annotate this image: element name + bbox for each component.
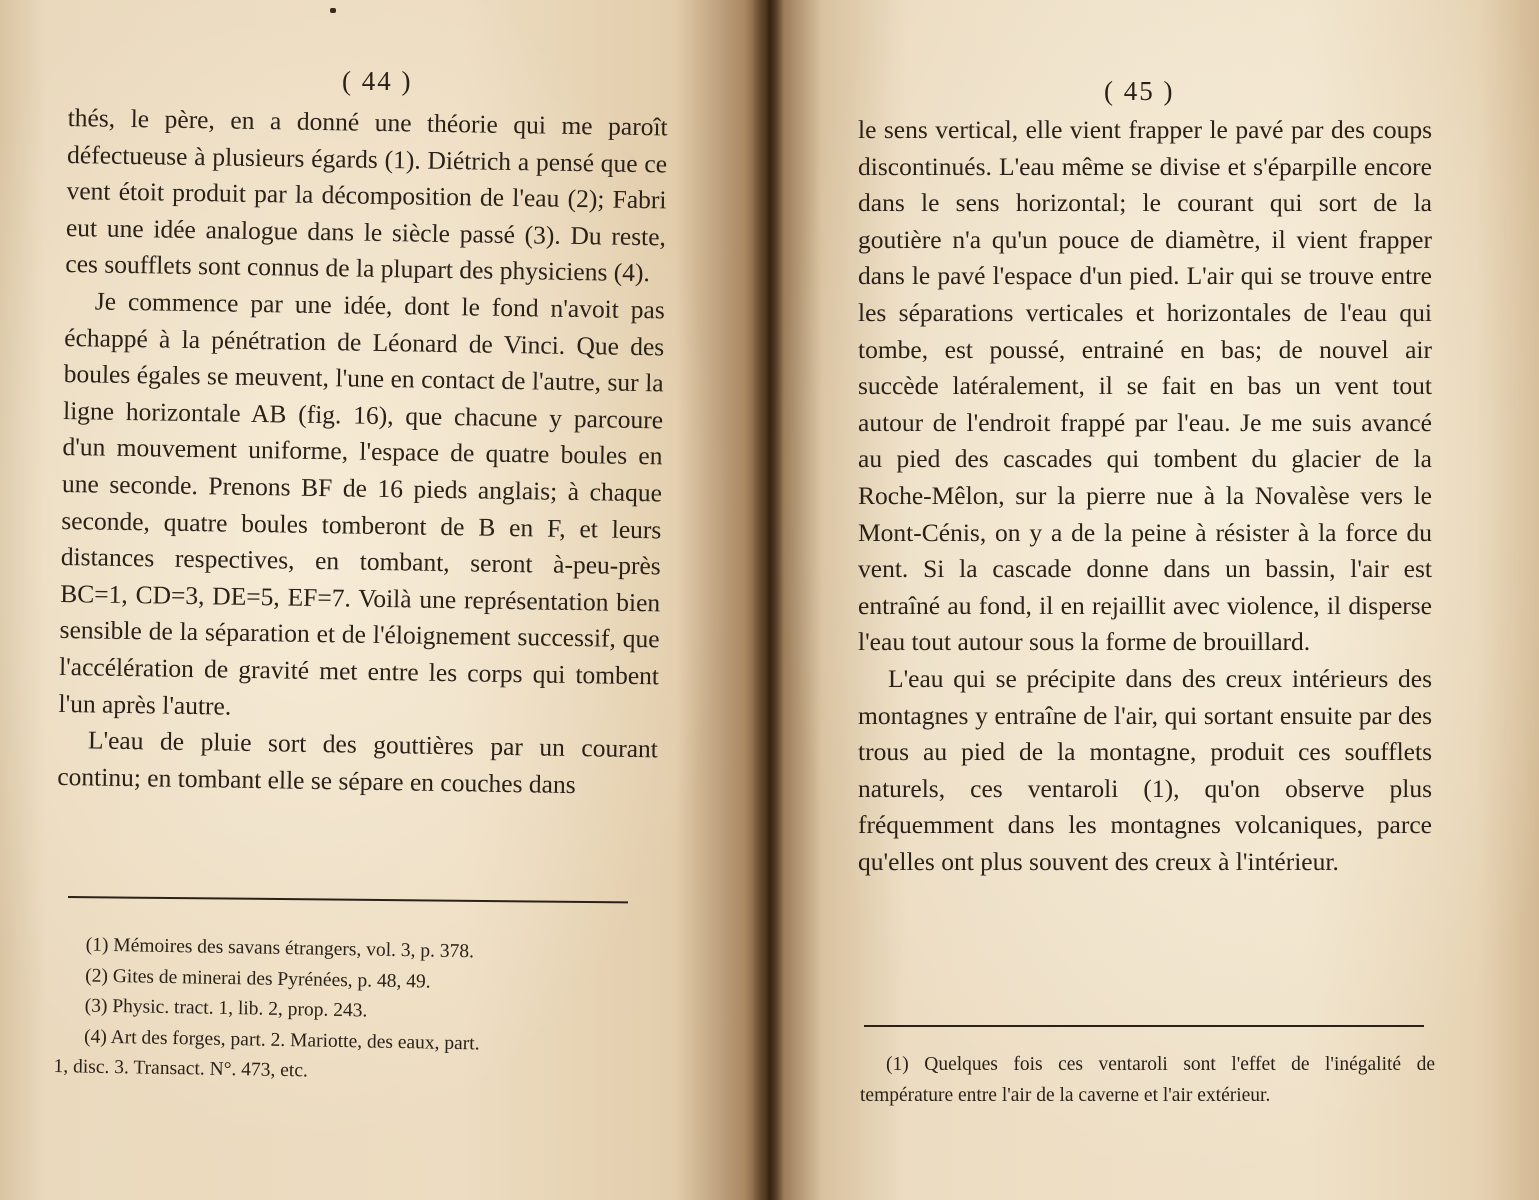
left-paragraph-3: L'eau de pluie sort des gouttières par un courant continu; en tombant elle se sépare en couches dans bbox=[57, 725, 659, 799]
right-page-body bbox=[858, 112, 1432, 880]
left-page bbox=[0, 0, 768, 1200]
left-paragraph-1: thés, le père, en a donné une théorie qui me paroît défectueuse à plusieurs égards (1). Diétrich a pensé que ce vent étoit produit par la décomposition de l'eau (2); Fabri eut une idée analogue dans le siècle passé (3). Du reste, ces soufflets sont connus de la plupart des physiciens (4). bbox=[65, 102, 668, 288]
left-page-body bbox=[57, 100, 668, 805]
left-footnote-3: (3) Physic. tract. 1, lib. 2, prop. 243. bbox=[84, 995, 368, 1022]
right-page-number: ( 45 ) bbox=[1104, 76, 1175, 106]
left-page-number: ( 44 ) bbox=[342, 66, 413, 96]
right-paragraph-2: L'eau qui se précipite dans des creux intérieurs des montagnes y entraîne de l'air, qui sortant ensuite par des trous au pied de la montagne, produit ces soufflets naturels, ces ventaroli (1), qu'on observe plus fréquemment dans les montagnes volcaniques, parce qu'elles ont plus souvent des creux à l'intérieur. bbox=[858, 663, 1432, 876]
right-footnotes bbox=[860, 1050, 1435, 1111]
right-page bbox=[768, 0, 1539, 1200]
left-paragraph-2: Je commence par une idée, dont le fond n'avoit pas échappé à la pénétration de Léonard de Vinci. Que des boules égales se meuvent, l'une en contact de l'autre, sur la ligne horizontale AB (fig. 16), que chacune y parcoure d'un mouvement uniforme, l'espace de quatre boules en une seconde. Prenons BF de 16 pieds anglais; à chaque seconde, quatre boules tomberont de B en F, et leurs distances respectives, en tombant, seront à-peu-près BC=1, CD=3, DE=5, EF=7. Voilà une représentation bien sensible de la séparation et de l'éloignement successif, que l'accélération de gravité met entre les corps qui tombent l'un après l'autre. bbox=[58, 286, 666, 721]
right-footnote-1: (1) Quelques fois ces ventaroli sont l'effet de l'inégalité de température entre l'air de la caverne et l'air extérieur. bbox=[860, 1054, 1435, 1106]
ink-speck bbox=[330, 8, 336, 13]
left-footnote-1: (1) Mémoires des savans étrangers, vol. 3, p. 378. bbox=[85, 934, 475, 963]
left-footnote-4: (4) Art des forges, part. 2. Mariotte, des eaux, part. bbox=[83, 1026, 480, 1054]
right-paragraph-1: le sens vertical, elle vient frapper le pavé par des coups discontinués. L'eau même se divise et s'éparpille encore dans le sens horizontal; le courant qui sort de la goutière n'a qu'un pouce de diamètre, il vient frapper dans le pavé l'espace d'un pied. L'air qui se trouve entre les séparations verticales et horizontales de l'eau qui tombe, est poussé, entrainé en bas; de nouvel air succède latéralement, il se fait en bas un vent tout autour de l'endroit frappé par l'eau. Je me suis avancé au pied des cascades qui tombent du glacier de la Roche-Mêlon, sur la pierre nue à la Novalèse vers le Mont-Cénis, on y a de la peine à résister à la force du vent. Si la cascade donne dans un bassin, l'air est entraîné au fond, il en rejaillit avec violence, il disperse l'eau tout autour sous la forme de brouillard. bbox=[858, 115, 1432, 657]
left-footnote-4-continued: 1, disc. 3. Transact. N°. 473, etc. bbox=[53, 1055, 308, 1082]
right-footnote-rule bbox=[864, 1025, 1424, 1027]
book-gutter bbox=[752, 0, 784, 1200]
left-footnotes bbox=[53, 930, 646, 1093]
left-footnote-2: (2) Gites de minerai des Pyrénées, p. 48, 49. bbox=[85, 965, 431, 993]
left-footnote-rule bbox=[68, 896, 628, 903]
